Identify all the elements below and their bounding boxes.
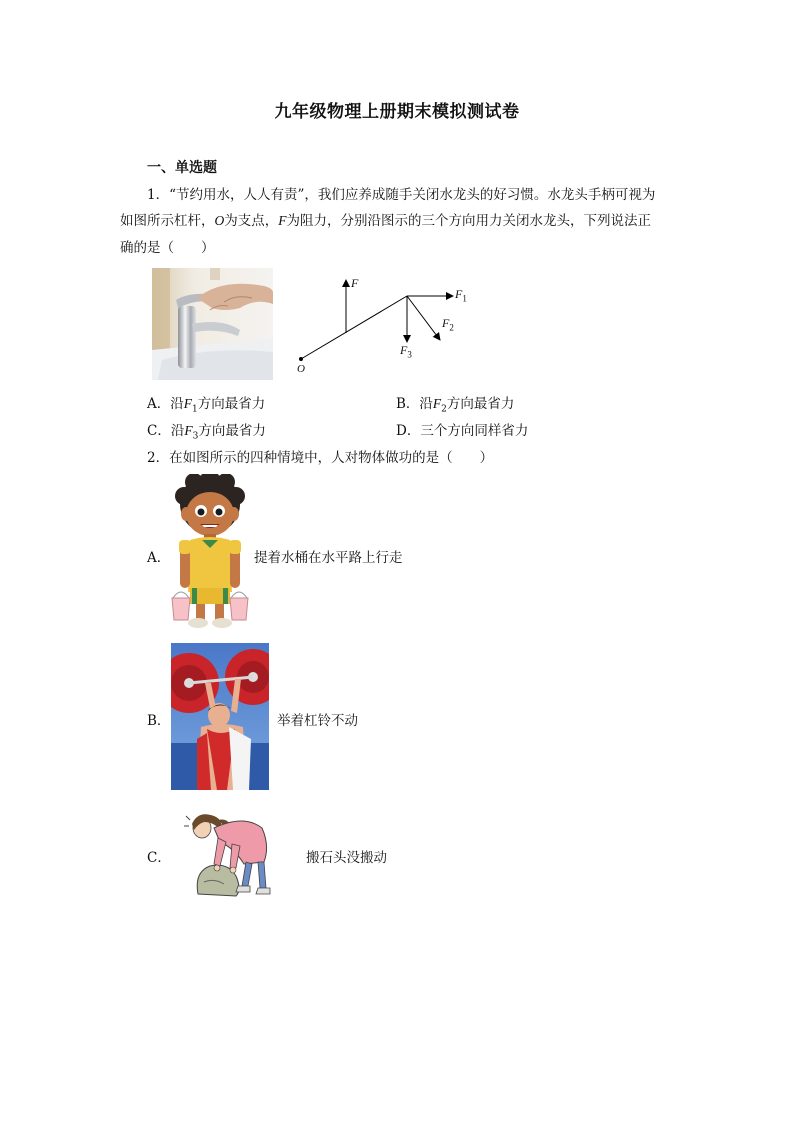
q2-option-a-text: 提着水桶在水平路上行走 [254, 550, 403, 566]
q2-option-c-label[interactable]: C． [147, 850, 171, 866]
q1-option-c[interactable]: C．沿$F_3$方向最省力 [147, 423, 266, 442]
boy-carrying-buckets-illustration [170, 474, 250, 634]
pivot-point [299, 357, 303, 361]
q1-line3: 确的是（ ） [120, 240, 215, 256]
weightlifter-photo [171, 643, 269, 790]
label-O: O [297, 363, 305, 375]
q1-line2: 如图所示杠杆，O为支点，F为阻力，分别沿图示的三个方向用力关闭水龙头，下列说法正 [120, 213, 651, 229]
q1-option-a[interactable]: A．沿$F_1$方向最省力 [147, 396, 266, 415]
lever-diagram [290, 272, 480, 382]
q2-option-a-label[interactable]: A． [147, 550, 171, 566]
q2-option-b-label[interactable]: B． [147, 713, 171, 729]
label-F1: $F_1$ [455, 287, 467, 304]
label-F3: $F_3$ [400, 343, 412, 360]
page-title: 九年级物理上册期末模拟测试卷 [274, 102, 520, 122]
woman-lifting-stone-illustration [184, 806, 274, 898]
lever-line [301, 296, 407, 359]
q2-option-c-text: 搬石头没搬动 [306, 850, 387, 866]
faucet-photo [152, 268, 273, 380]
label-F2: $F_2$ [442, 316, 454, 333]
q2-option-b-text: 举着杠铃不动 [277, 713, 358, 729]
q1-option-b[interactable]: B．沿$F_2$方向最省力 [396, 396, 515, 415]
force-F2-arrow [407, 296, 440, 340]
q1-line1: 1．“节约用水，人人有责”，我们应养成随手关闭水龙头的好习惯。水龙头手柄可视为 [147, 187, 656, 203]
q1-option-d[interactable]: D．三个方向同样省力 [396, 423, 529, 439]
q2-stem: 2．在如图所示的四种情境中，人对物体做功的是（ ） [147, 450, 494, 466]
label-F: F [351, 276, 359, 290]
section-heading: 一、单选题 [147, 160, 217, 176]
